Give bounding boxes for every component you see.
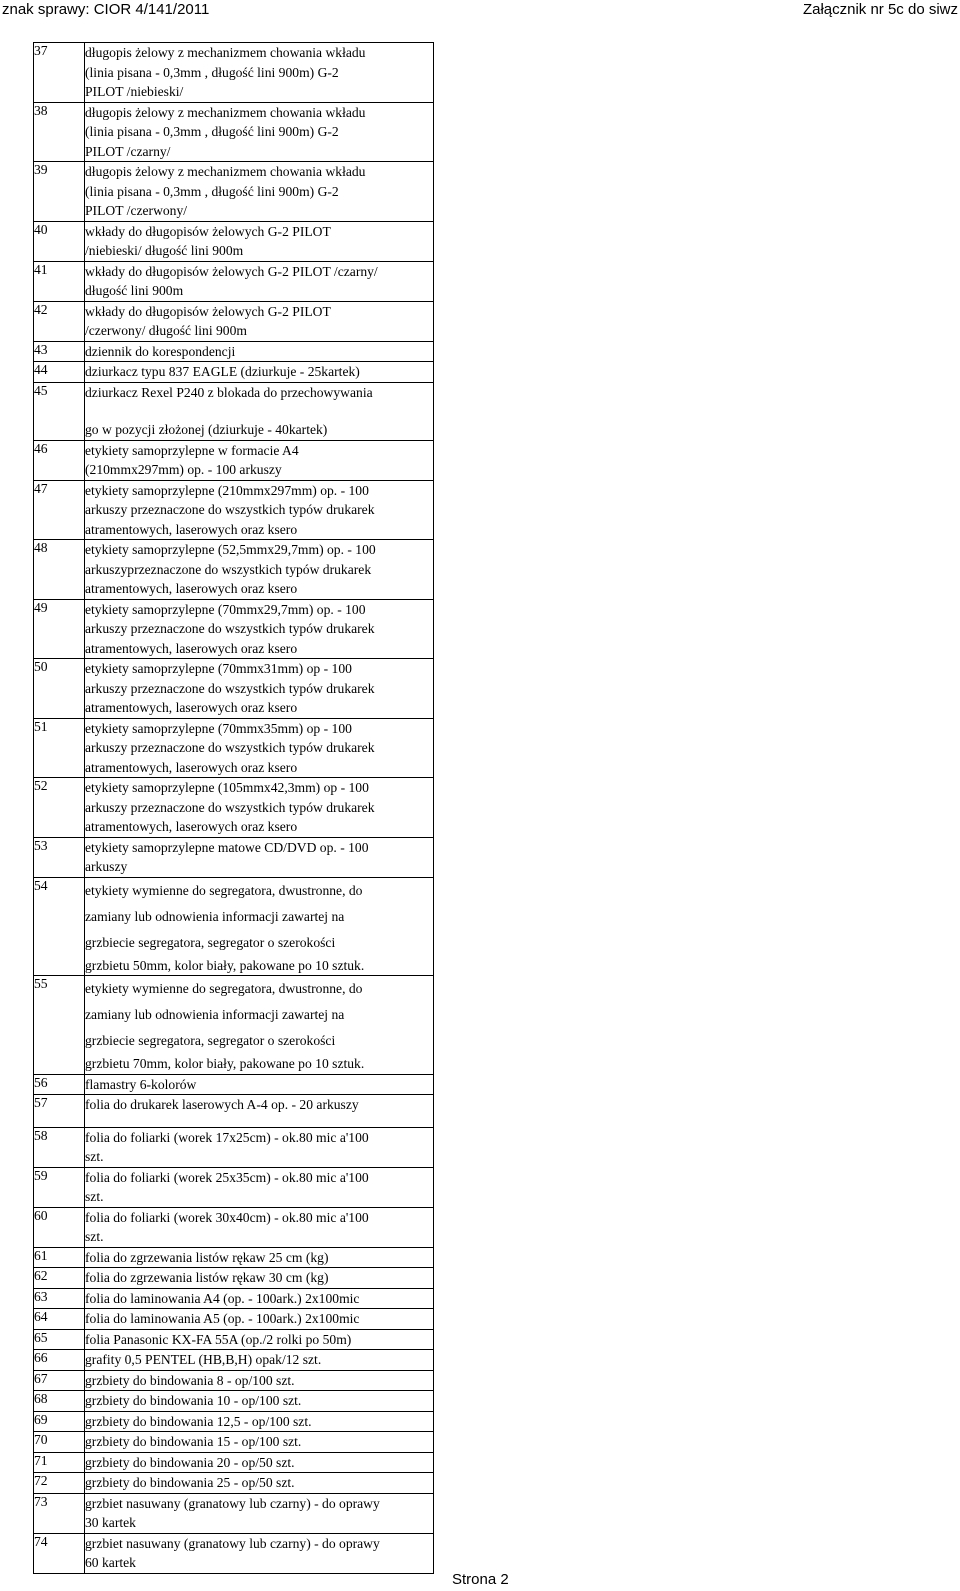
description-line: (linia pisana - 0,3mm , długość lini 900m) G-2 (85, 124, 339, 139)
item-number: 44 (34, 362, 85, 383)
description-line: atramentowych, laserowych oraz ksero (85, 581, 298, 596)
item-description (85, 1247, 434, 1268)
description-line: folia do zgrzewania listów rękaw 30 cm (kg) (85, 1270, 329, 1285)
table-row (34, 976, 434, 1075)
item-number: 42 (34, 301, 85, 341)
item-number: 59 (34, 1167, 85, 1207)
item-number: 47 (34, 480, 85, 540)
table-row (34, 1309, 434, 1330)
item-number: 67 (34, 1370, 85, 1391)
table-row (34, 1329, 434, 1350)
table-row (34, 1473, 434, 1494)
description-line: grzbiety do bindowania 12,5 - op/100 szt. (85, 1413, 312, 1429)
item-number: 71 (34, 1452, 85, 1473)
table-row (34, 1350, 434, 1371)
item-description (85, 540, 434, 600)
item-number: 49 (34, 599, 85, 659)
description-line: etykiety samoprzylepne (70mmx31mm) op - 100 (85, 661, 352, 676)
item-description (85, 362, 434, 383)
item-description (85, 261, 434, 301)
item-description (85, 1391, 434, 1412)
table-row (34, 1167, 434, 1207)
table-row (34, 877, 434, 976)
description-line: PILOT /niebieski/ (85, 84, 184, 99)
item-number: 55 (34, 976, 85, 1075)
description-line: zamiany lub odnowienia informacji zawartej na (85, 1007, 345, 1022)
table-row (34, 1452, 434, 1473)
item-number: 70 (34, 1432, 85, 1453)
description-line: wkłady do długopisów żelowych G-2 PILOT /czarny/ (85, 263, 378, 279)
item-number: 58 (34, 1127, 85, 1167)
table-row (34, 1411, 434, 1432)
description-line: PILOT /czarny/ (85, 143, 171, 159)
item-number: 68 (34, 1391, 85, 1412)
description-line: szt. (85, 1229, 104, 1244)
description-line: /niebieski/ długość lini 900m (85, 243, 244, 258)
table-row (34, 162, 434, 222)
description-line: szt. (85, 1189, 104, 1204)
item-number: 69 (34, 1411, 85, 1432)
item-description (85, 1127, 434, 1167)
item-description (85, 341, 434, 362)
item-number: 43 (34, 341, 85, 362)
item-number: 45 (34, 382, 85, 440)
item-number: 74 (34, 1533, 85, 1573)
description-line: atramentowych, laserowych oraz ksero (85, 700, 298, 715)
item-description (85, 440, 434, 480)
description-line: folia do zgrzewania listów rękaw 25 cm (kg) (85, 1249, 329, 1265)
table-row (34, 1391, 434, 1412)
item-number: 57 (34, 1095, 85, 1128)
description-line: folia do laminowania A5 (op. - 100ark.) 2x100mic (85, 1311, 360, 1326)
description-line: 30 kartek (85, 1515, 136, 1530)
table-row (34, 1432, 434, 1453)
table-row (34, 1533, 434, 1573)
description-line: etykiety samoprzylepne (70mmx35mm) op - 100 (85, 720, 352, 736)
description-line: folia do foliarki (worek 30x40cm) - ok.80 mic a'100 (85, 1209, 369, 1225)
description-line: (linia pisana - 0,3mm , długość lini 900m) G-2 (85, 183, 339, 199)
item-description (85, 976, 434, 1075)
item-description (85, 1074, 434, 1095)
item-number: 73 (34, 1493, 85, 1533)
description-line: /czerwony/ długość lini 900m (85, 323, 247, 338)
attachment-label: Załącznik nr 5c do siwz (802, 1, 958, 18)
description-line: etykiety samoprzylepne (105mmx42,3mm) op - 100 (85, 780, 369, 795)
table-row (34, 1493, 434, 1533)
item-number: 65 (34, 1329, 85, 1350)
item-description (85, 837, 434, 877)
description-line: grafity 0,5 PENTEL (HB,B,H) opak/12 szt. (85, 1352, 322, 1367)
table-row (34, 1127, 434, 1167)
description-line: PILOT /czerwony/ (85, 203, 188, 218)
table-row (34, 1095, 434, 1128)
description-line: wkłady do długopisów żelowych G-2 PILOT (85, 303, 331, 319)
item-description (85, 599, 434, 659)
table-row (34, 659, 434, 719)
description-line: etykiety samoprzylepne (210mmx297mm) op. - 100 (85, 482, 369, 498)
item-number: 50 (34, 659, 85, 719)
description-line: grzbiet nasuwany (granatowy lub czarny) - do oprawy (85, 1535, 380, 1551)
table-row (34, 837, 434, 877)
item-description (85, 1493, 434, 1533)
description-line: długopis żelowy z mechanizmem chowania wkładu (85, 164, 366, 179)
description-line: (210mmx297mm) op. - 100 arkuszy (85, 462, 282, 477)
item-number: 61 (34, 1247, 85, 1268)
item-number: 72 (34, 1473, 85, 1494)
description-line: folia Panasonic KX-FA 55A (op./2 rolki po 50m) (85, 1331, 352, 1347)
item-description (85, 659, 434, 719)
item-number: 41 (34, 261, 85, 301)
table-row (34, 1268, 434, 1289)
description-line: etykiety samoprzylepne matowe CD/DVD op. - 100 (85, 839, 369, 855)
description-line: grzbiecie segregatora, segregator o szerokości (85, 1033, 336, 1048)
description-line: arkuszy przeznaczone do wszystkich typów drukarek (85, 740, 375, 755)
description-line: go w pozycji złożonej (dziurkuje - 40kartek) (85, 422, 328, 437)
items-table (33, 42, 434, 1574)
description-line: etykiety wymienne do segregatora, dwustronne, do (85, 981, 363, 996)
item-number: 66 (34, 1350, 85, 1371)
description-line: wkłady do długopisów żelowych G-2 PILOT (85, 223, 331, 239)
description-line: arkuszy przeznaczone do wszystkich typów drukarek (85, 680, 375, 696)
table-row (34, 1074, 434, 1095)
item-description (85, 1207, 434, 1247)
description-line: grzbietu 70mm, kolor biały, pakowane po 10 sztuk. (85, 1056, 365, 1071)
description-line: arkuszy (85, 859, 128, 874)
item-description (85, 877, 434, 976)
table-row (34, 1207, 434, 1247)
table-row (34, 778, 434, 838)
item-description (85, 102, 434, 162)
item-number: 52 (34, 778, 85, 838)
description-line: etykiety wymienne do segregatora, dwustronne, do (85, 882, 363, 898)
description-line: etykiety samoprzylepne (52,5mmx29,7mm) op. - 100 (85, 542, 376, 557)
item-description (85, 1288, 434, 1309)
item-number: 40 (34, 221, 85, 261)
description-line: grzbiet nasuwany (granatowy lub czarny) - do oprawy (85, 1495, 380, 1511)
description-line: etykiety samoprzylepne (70mmx29,7mm) op. - 100 (85, 601, 366, 617)
item-number: 46 (34, 440, 85, 480)
item-description (85, 1533, 434, 1573)
description-line: folia do foliarki (worek 25x35cm) - ok.80 mic a'100 (85, 1169, 369, 1185)
table-row (34, 341, 434, 362)
item-number: 38 (34, 102, 85, 162)
item-description (85, 480, 434, 540)
table-row (34, 540, 434, 600)
description-line: grzbiety do bindowania 10 - op/100 szt. (85, 1393, 302, 1408)
item-number: 60 (34, 1207, 85, 1247)
description-line: grzbiety do bindowania 8 - op/100 szt. (85, 1372, 295, 1388)
item-description (85, 301, 434, 341)
table-row (34, 301, 434, 341)
item-number: 56 (34, 1074, 85, 1095)
description-line: folia do drukarek laserowych A-4 op. - 20 arkuszy (85, 1097, 359, 1112)
table-row (34, 43, 434, 103)
item-description (85, 1411, 434, 1432)
description-line: etykiety samoprzylepne w formacie A4 (85, 442, 299, 458)
table-row (34, 1288, 434, 1309)
item-number: 53 (34, 837, 85, 877)
item-number: 64 (34, 1309, 85, 1330)
item-description (85, 1268, 434, 1289)
item-description (85, 1432, 434, 1453)
item-description (85, 1473, 434, 1494)
description-line: dziurkacz typu 837 EAGLE (dziurkuje - 25kartek) (85, 364, 360, 379)
table-row (34, 1370, 434, 1391)
description-line: atramentowych, laserowych oraz ksero (85, 640, 298, 656)
item-number: 51 (34, 718, 85, 778)
description-line: folia do laminowania A4 (op. - 100ark.) 2x100mic (85, 1290, 360, 1306)
table-row (34, 362, 434, 383)
case-number: znak sprawy: CIOR 4/141/2011 (2, 1, 210, 18)
item-description (85, 1329, 434, 1350)
description-line: grzbiecie segregatora, segregator o szerokości (85, 934, 336, 950)
description-line: długość lini 900m (85, 283, 184, 298)
item-description (85, 718, 434, 778)
description-line: długopis żelowy z mechanizmem chowania wkładu (85, 104, 366, 120)
item-description (85, 1452, 434, 1473)
description-line: grzbiety do bindowania 15 - op/100 szt. (85, 1434, 302, 1449)
description-line: folia do foliarki (worek 17x25cm) - ok.80 mic a'100 (85, 1129, 369, 1145)
item-description (85, 382, 434, 440)
item-number: 37 (34, 43, 85, 103)
table-row (34, 382, 434, 440)
table-row (34, 221, 434, 261)
item-description (85, 162, 434, 222)
table-row (34, 102, 434, 162)
description-line: grzbiety do bindowania 20 - op/50 szt. (85, 1454, 295, 1470)
table-row (34, 480, 434, 540)
item-number: 63 (34, 1288, 85, 1309)
description-line: długopis żelowy z mechanizmem chowania wkładu (85, 45, 366, 60)
description-line: flamastry 6-kolorów (85, 1076, 197, 1092)
description-line: 60 kartek (85, 1555, 136, 1570)
item-description (85, 1370, 434, 1391)
description-line: dziennik do korespondencji (85, 343, 236, 359)
table-row (34, 1247, 434, 1268)
description-line: (linia pisana - 0,3mm , długość lini 900m) G-2 (85, 64, 339, 80)
item-description (85, 1095, 434, 1128)
item-description (85, 221, 434, 261)
description-line: grzbiety do bindowania 25 - op/50 szt. (85, 1475, 295, 1490)
item-description (85, 1350, 434, 1371)
description-line: atramentowych, laserowych oraz ksero (85, 819, 298, 834)
description-line: atramentowych, laserowych oraz ksero (85, 759, 298, 775)
description-line: arkuszy przeznaczone do wszystkich typów drukarek (85, 799, 375, 815)
description-line: arkuszy przeznaczone do wszystkich typów drukarek (85, 502, 375, 517)
table-row (34, 718, 434, 778)
item-number: 54 (34, 877, 85, 976)
page-header (0, 0, 960, 22)
item-description (85, 778, 434, 838)
description-line: arkuszyprzeznaczone do wszystkich typów drukarek (85, 561, 372, 577)
item-description (85, 1167, 434, 1207)
page-number: Strona 2 (452, 1571, 509, 1588)
item-description (85, 1309, 434, 1330)
table-row (34, 440, 434, 480)
description-line: szt. (85, 1149, 104, 1164)
item-number: 39 (34, 162, 85, 222)
item-number: 48 (34, 540, 85, 600)
description-line: zamiany lub odnowienia informacji zawartej na (85, 908, 345, 924)
item-description (85, 43, 434, 103)
item-number: 62 (34, 1268, 85, 1289)
description-line: dziurkacz Rexel P240 z blokada do przechowywania (85, 384, 373, 400)
description-line: grzbietu 50mm, kolor biały, pakowane po 10 sztuk. (85, 957, 365, 973)
description-line: atramentowych, laserowych oraz ksero (85, 521, 298, 537)
table-row (34, 261, 434, 301)
table-row (34, 599, 434, 659)
description-line: arkuszy przeznaczone do wszystkich typów drukarek (85, 621, 375, 636)
